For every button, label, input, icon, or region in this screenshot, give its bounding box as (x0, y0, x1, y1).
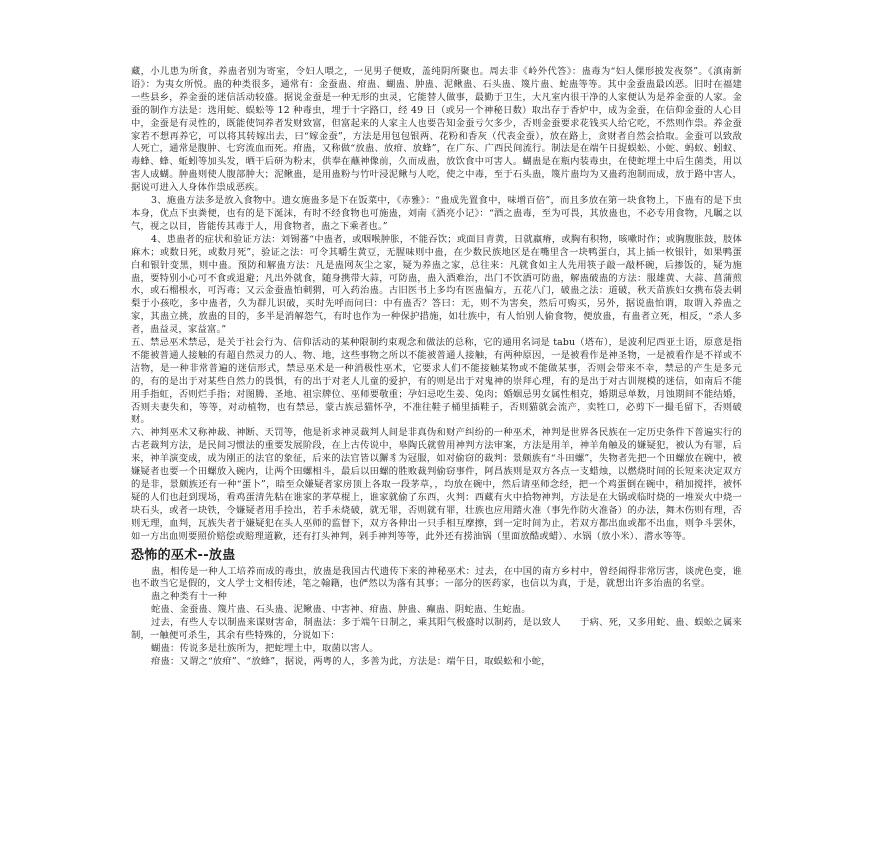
paragraph-gu-method: 3、施蛊方法多是放入食物中。遗女施蛊多是下在饭菜中，《赤雅》：“蛊成先置食中，味增百倍”，而且多放在第一块食物上，下蛊有的是下虫本身，优点下虫粪便，也有的是下涎沫，有时不经食物也可施蛊，刘南《酒亮小记》：“酒之蛊毒，至为可畏，其放蛊也，不必专用食物，凡瞩之以气，视之以目，皆能传其毒于人，用食物者，蛊之下乘者也。” (131, 195, 742, 232)
section-heading: 恐怖的巫术--放蛊 (131, 547, 236, 563)
paragraph-gu-making: 过去，有些人专以制蛊来谋财害命，制蛊法：多于端午日制之，乘其阳气极盛时以制药，是以致人 于病、死，又多用蛇、蛊、蜈蚣之属来制，一触便可杀生，其余有些特殊的，分说如下： (131, 617, 742, 642)
line-gan-gu: 疳蛊：又谓之“放疳”、“放蜂”，据说，两粤的人，多善为此，方法是：端午日，取蜈蚣和小蛇， (151, 655, 551, 667)
line-hu-gu: 蝴蛊：传说多是壮族所为，把蛇埋土中，取菌以害人。 (151, 642, 379, 654)
paragraph-gu-intro: 蛊，相传是一种人工培养而成的毒虫，放蛊是我国古代遗传下来的神秘巫术：过去，在中国的南方乡村中，曾经闹得非常厉害，谈虎色变，谁也不敢当它是假的，文人学士文相传述，笔之翰籍，也俨然以为落有其事；一部分的医药家，也信以为真，于是，就想出许多治蛊的名堂。 (131, 565, 742, 590)
paragraph-gu-symptoms: 4、患蛊者的症状和验证方法：刘锡蕃“中蛊者，或咽喉肿胀，不能吞饮；或面目青黄，日就羸瘠，或胸有积物，咳嗽时作；或胸腹胀鼓，肢体麻木；或数日死，或数月死”，验证之法：可令其嚼生黄豆，无腥味则中蛊，在少数民族地区是在嘴里含一块鸭蛋白，其上插一枚银针，如果鸭蛋白和银针变黑，则中蛊。预防和解蛊方法：凡是蛊网灰尘之家，疑为养蛊之家，总往来：凡就食如主人先用筷子敲一敲杯碗，后掺饭的，疑为施蛊，要特别小心可不食或退避；凡出外就食，随身携带大蒜，可防蛊，蛊入酒难治，出门不饮酒可防蛊，解蛊破蛊的方法：服雄黄、大蒜、菖蒲煎水，或石榴根水，可泻毒；又云金蚕蛊怕刺猬，可入药治蛊。古旧医书上多均有医蛊偏方，五花八门，破蛊之法：道破，秋天苗族妇女携布袋去刺梨于小孩吃，多中蛊者，久为群儿识破，买时先呼而问曰：中有蛊否？答曰：无，则不为害矣，然后可购买，另外，据说蛊怕谓，取谓入养蛊之家，其蛊立挑，放蛊的目的，多半是消解怨气，有时也作为一种保护措施，如壮族中，有人怕别人偷食物，便放蛊，有蛊者立死，相反，“杀人多者，蛊益灵，家益富。” (131, 233, 742, 336)
paragraph-ordeal-magic: 六、神判巫术又称神裁、神断、天罚等，他是祈求神灵裁判人间是非真伪和财产纠纷的一种巫术，神判是世界各民族在一定历史条件下普遍实行的古老裁判方法，是民间习惯法的重要发展阶段，在上古传说中，皋陶氏就曾用神判方法审案，方法是用羊，神羊角触及的嫌疑犯，被认为有罪，后来，神羊演变成，成为刚正的法官的象征，后来的法官皆以獬豸为冠服，如对偷窃的裁判：景颇族有“斗田螺”，失物者先把一个田螺放在碗中，被嫌疑者也要一个田螺放入碗内，让两个田螺相斗，最后以田螺的胜败裁判偷窃事件，阿昌族则是双方各点一支蜡烛，以燃烧时间的长短来决定双方的是非，景颇族还有一种“蛋卜”，暗至众嫌疑者家房顶上各取一段茅草，，均放在碗中，然后请巫师念经，把一个鸡蛋倒在碗中，稍加搅拌，被怀疑的人们也赶到现场，看鸡蛋清先粘在谁家的茅草棍上，谁家就偷了东西，火判：西藏有火中拾物神判，方法是在大锅或临时烧的一堆炭火中烧一块石头，或者一块铁，令嫌疑者用手捡出，若手未烧破，就无罪，否则就有罪，壮族也应用踏火准（事先作防火准备）的办法，舞木伤则有理，否则无理，血判，瓦族失者于嫌疑犯在头人巫师的监督下，双方各伸出一只手相互摩擦，到一定时间为止，若双方都出血或都不出血，则争斗罢休，如一方出血则要照价赔偿或赔理道歉，还有打头神判，剁手神判等等，此外还有捞油锅（里面放酷或蜡）、水锅（放小米）、潜水等等。 (131, 427, 742, 542)
line-gu-kinds-title: 蛊之种类有十一种 (151, 591, 227, 603)
paragraph-gu-types: 藏，小儿患为所食，养蛊者别为寄室，令妇人喂之，一见男子便败，盖纯阴所聚也。周去非《岭外代答》：蛊毒为“妇人倮形披发夜祭”。《滇南新语》：为夷女所悦。蛊的种类很多，通常有：金蚕蛊、疳蛊、蝴蛊、肿蛊、泥鳅蛊、石头蛊、篾片蛊、蛇蛊等等。其中金蚕蛊最凶恶。旧时在福建一些县乡，养金蚕的迷信活动较盛。据说金蚕是一种无形的虫灵，它能替人做事，最勤于卫生，大凡室内很干净的人家便认为是养金蚕的人家。金蚕的制作方法是：选用蛇、蜈蚣等 12 种毒虫，埋于十字路口，经 49 日（或另一个神秘日数）取出存于香炉中，成为金蚕，在信仰金蚕的人心目中，金蚕是有灵性的，既能使饲养者发财致富，但富起来的人家主人也要告知金蚕亏欠多少，否则金蚕要求花钱买人给它吃，不然则作祟。养金蚕家若不想再养它，可以将其转嫁出去，曰“嫁金蚕”，方法是用包包银两、花粉和香灰（代表金蚕），放在路上，贪财者自然会拾取。金蚕可以致敌人死亡，通常是腹肿、七窍流血而死。疳蛊，又称做“放蛊、放疳、放蜂”，在广东、广西民间流行。制法是在端午日捉蜈蚣、小蛇、蚂蚁、蚓蚁、毒蜂、蜂、蚯蚓等加头发，晒干后研为粉末，供奉在蘸神像前，久而成蛊，放饮食中可害人。蝴蛊是在瓶内装毒虫，在使蛇埋土中后生菌类，用以害人成蝴。肿蛊则使人腹部肿大；泥鳅蛊，是用蛊粉与竹叶浸泥鳅与人吃，使之中毒，至于石头蛊，篾片蛊均为又蛊药泡制而成，放于路中害人，据说可进入人身体作祟成恶疾。 (131, 66, 742, 194)
line-gu-kinds-list: 蛇蛊、金蚕蛊、篾片蛊、石头蛊、泥鳅蛊、中害神、疳蛊、肿蛊、癫蛊、阴蛇蛊、生蛇蛊。 (151, 604, 531, 616)
paragraph-taboo-magic: 五、禁忌巫术禁忌，是关于社会行为、信仰活动的某种限制约束观念和做法的总称，它的通用名词是 tabu（塔布），是波利尼西亚土语，原意是指不能被普通人接触的有超自然灵力的人、物、地，这些事物之所以不能被普通人接触，有两种原因，一是被看作是神圣物，一是被看作是不祥或不洁物，是一种非常普遍的迷信形式，禁忌巫术是一种消极性巫术，它要求人们不能接触某物或不能做某事，否则会带来不幸，禁忌的产生是多元的，有的是出于对某些自然力的畏惧，有的出于对老人儿童的爱护，有的则是出于对鬼神的崇拜心理，有的是出于对古训规模的迷信，如南后不能用手指虹，否则烂手指；对图腾、圣地、祖宗牌位、巫师要敬重；孕妇忌吃生姜、兔肉；婚姻忌男女属性相克，婚期忌单数，月蚀期间不能结婚，否则夫妻失和，等等，对动植物，也有禁忌，蒙古族忌猫怀孕，不准往鞋子桶里插鞋子，否则猫就会流产，卖牲口，必剪下一撮毛留下，否则破财。 (131, 337, 742, 426)
document-body (131, 66, 742, 669)
